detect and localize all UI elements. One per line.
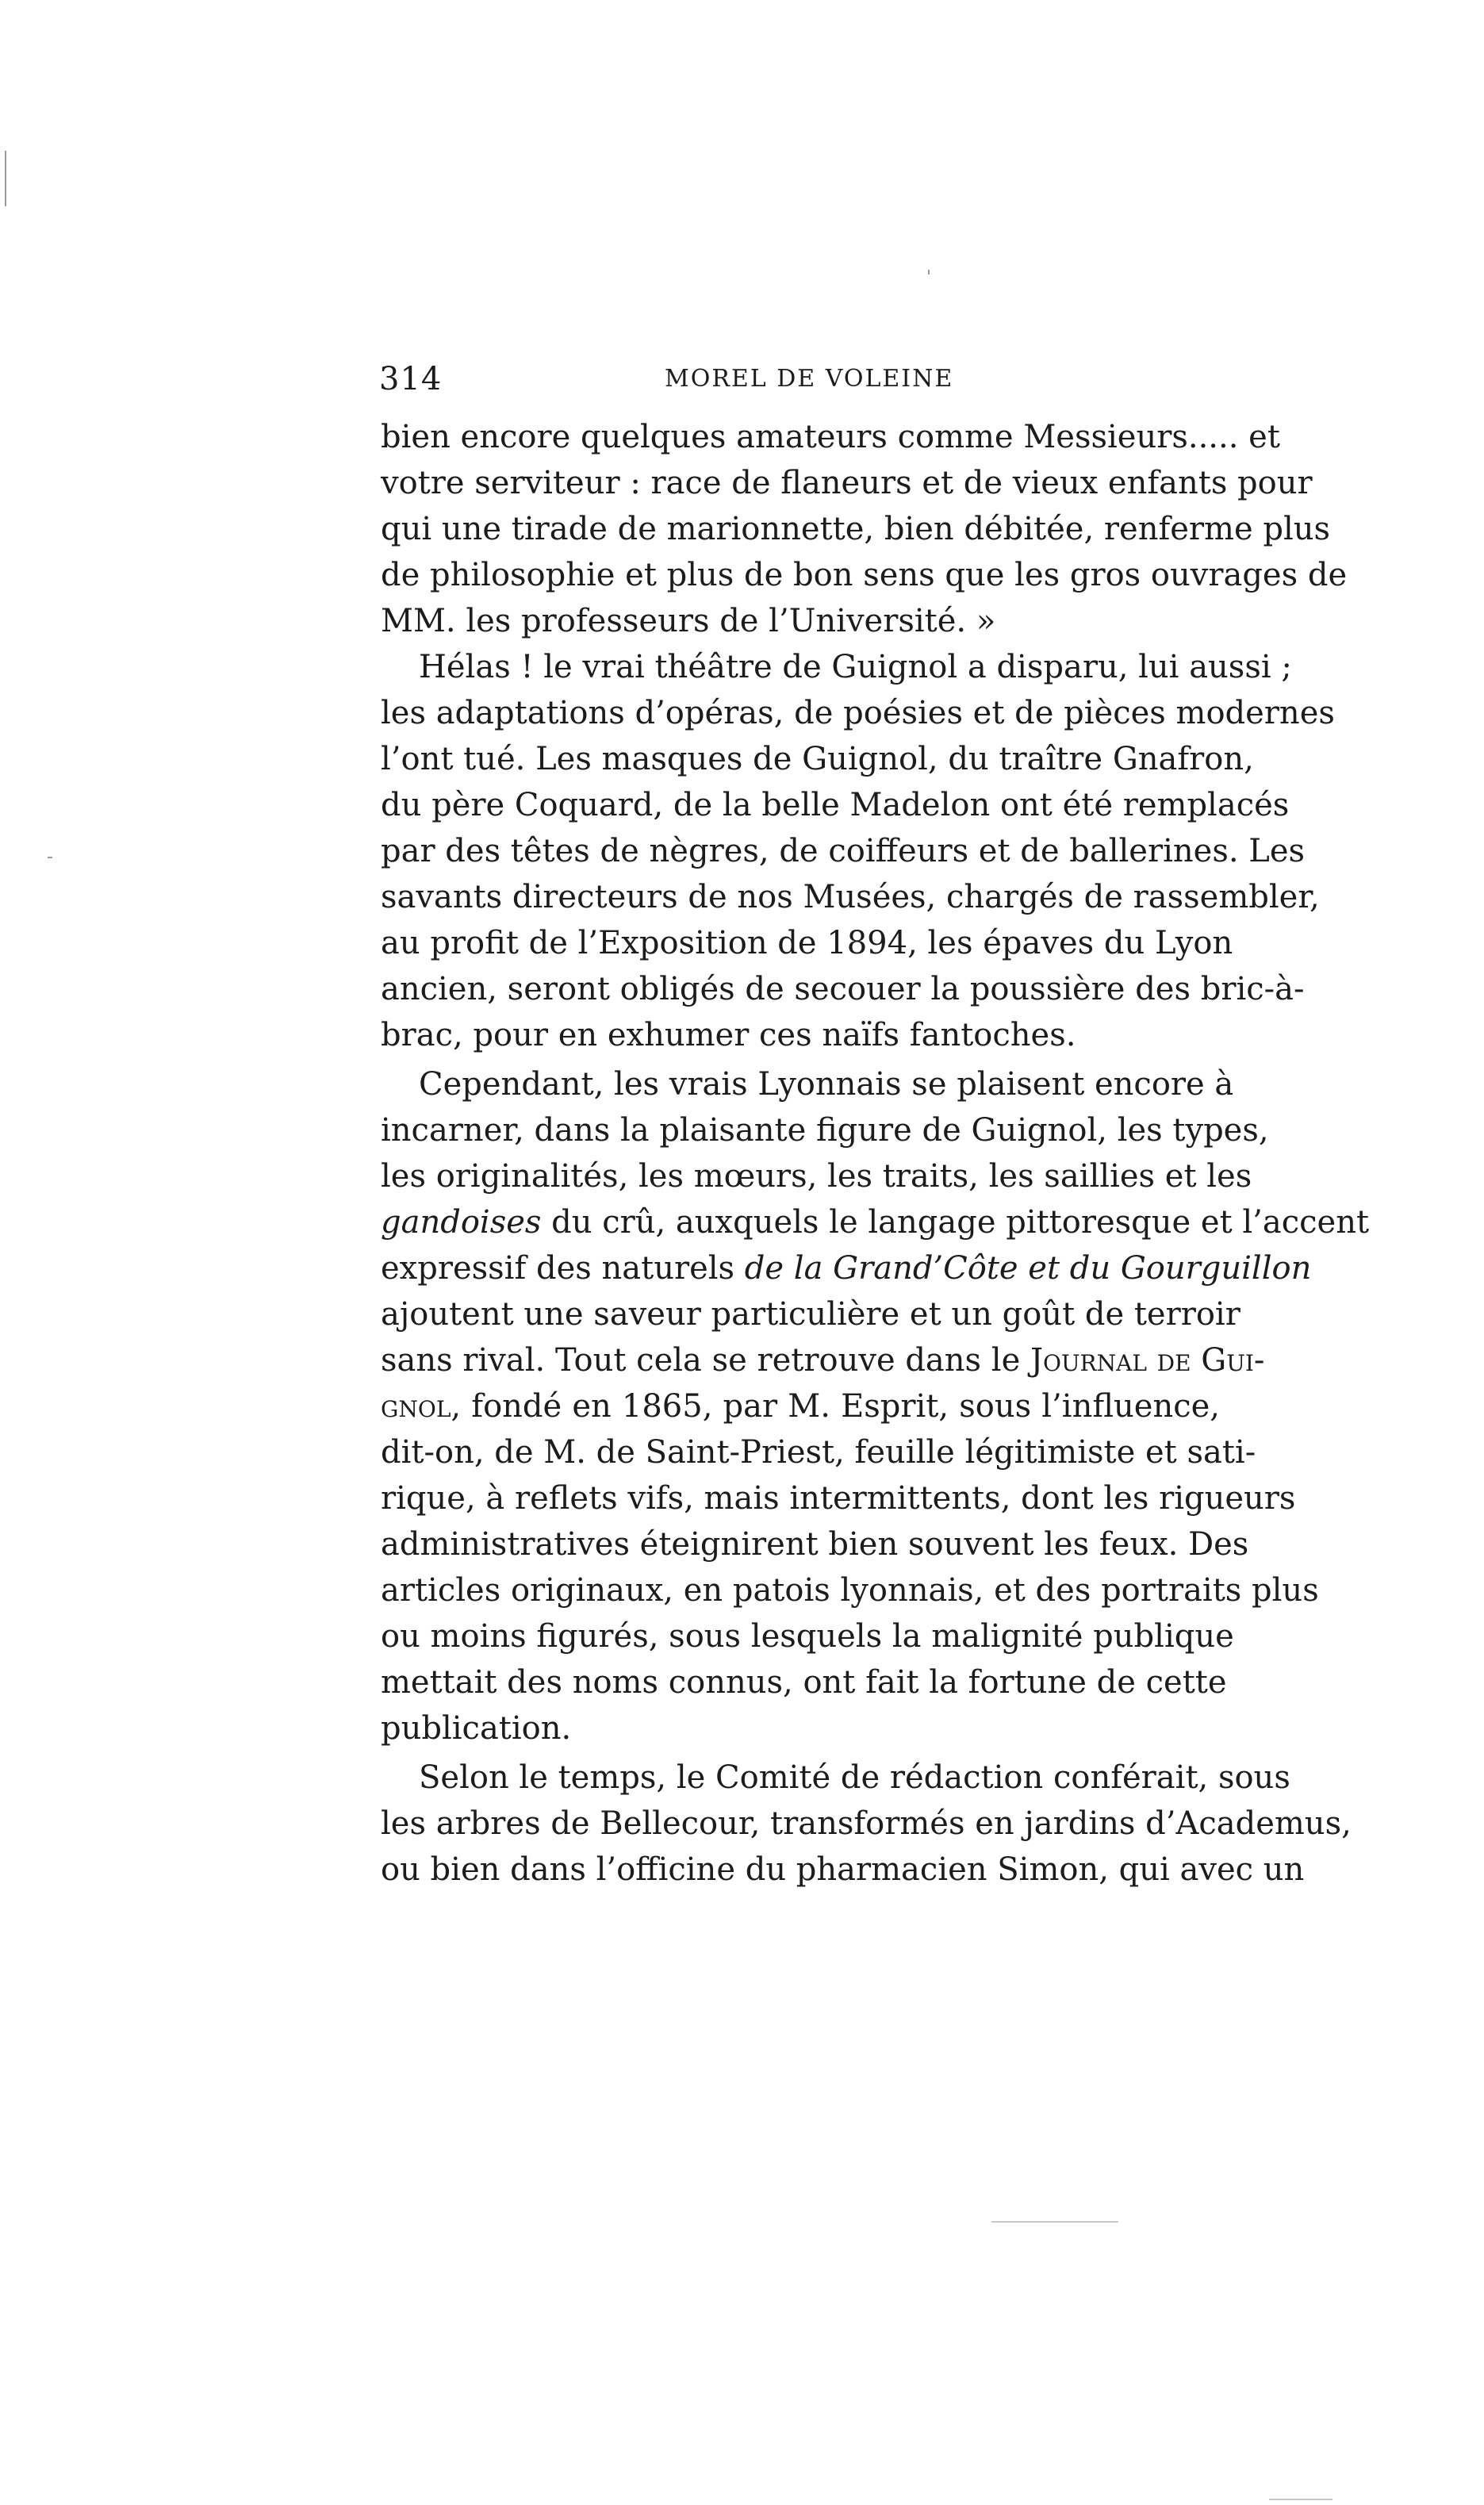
text-line: ancien, seront obligés de secouer la poussière des bric-à- xyxy=(381,971,1305,1007)
text-line: bien encore quelques amateurs comme Messieurs..... et xyxy=(381,419,1280,455)
text-line: incarner, dans la plaisante figure de Guignol, les types, xyxy=(381,1112,1269,1149)
scan-mark xyxy=(1269,2499,1333,2500)
text-line: articles originaux, en patois lyonnais, et des portraits plus xyxy=(381,1572,1319,1609)
page-number: 314 xyxy=(379,361,443,397)
paragraph-3 xyxy=(381,1061,1370,1751)
italic-term: gandoises xyxy=(381,1204,542,1241)
text-line: publication. xyxy=(381,1710,572,1747)
paragraph-1 xyxy=(381,414,1348,644)
running-title: MOREL DE VOLEINE xyxy=(665,365,954,393)
text-line: les arbres de Bellecour, transformés en jardins d’Academus, xyxy=(381,1805,1352,1842)
text-segment: , fondé en 1865, par M. Esprit, sous l’influence, xyxy=(451,1388,1220,1425)
text-line: rique, à reflets vifs, mais intermittents, dont les rigueurs xyxy=(381,1480,1296,1517)
text-line: administratives éteignirent bien souvent les feux. Des xyxy=(381,1526,1249,1563)
text-line: ajoutent une saveur particulière et un goût de terroir xyxy=(381,1296,1241,1333)
text-line: les adaptations d’opéras, de poésies et de pièces modernes xyxy=(381,695,1335,731)
scan-mark xyxy=(48,857,52,858)
text-line: ou moins figurés, sous lesquels la malignité publique xyxy=(381,1618,1234,1655)
text-line xyxy=(381,1199,1370,1245)
text-line: ou bien dans l’officine du pharmacien Simon, qui avec un xyxy=(381,1851,1305,1888)
text-line: Selon le temps, le Comité de rédaction conférait, sous xyxy=(419,1759,1290,1796)
journal-title: Journal de Gui- xyxy=(1030,1342,1265,1379)
text-line: Cependant, les vrais Lyonnais se plaisent encore à xyxy=(419,1066,1234,1103)
text-line: au profit de l’Exposition de 1894, les épaves du Lyon xyxy=(381,925,1233,961)
text-segment: du crû, auxquels le langage pittoresque et l’accent xyxy=(541,1204,1370,1241)
text-line: savants directeurs de nos Musées, chargés de rassembler, xyxy=(381,879,1320,915)
text-segment: expressif des naturels xyxy=(381,1250,745,1287)
text-line: Hélas ! le vrai théâtre de Guignol a disparu, lui aussi ; xyxy=(419,649,1292,685)
text-line: mettait des noms connus, ont fait la fortune de cette xyxy=(381,1664,1227,1701)
text-line: de philosophie et plus de bon sens que les gros ouvrages de xyxy=(381,557,1348,593)
scan-mark xyxy=(5,151,6,206)
text-line: votre serviteur : race de flaneurs et de vieux enfants pour xyxy=(381,465,1313,501)
text-line: les originalités, les mœurs, les traits, les saillies et les xyxy=(381,1158,1252,1195)
text-line: du père Coquard, de la belle Madelon ont été remplacés xyxy=(381,787,1290,823)
text-line xyxy=(381,1245,1312,1291)
journal-title-cont: gnol xyxy=(381,1388,451,1425)
text-segment: sans rival. Tout cela se retrouve dans le xyxy=(381,1342,1030,1379)
text-line: brac, pour en exhumer ces naïfs fantoches. xyxy=(381,1017,1076,1053)
scan-mark xyxy=(991,2221,1118,2223)
text-line xyxy=(381,1337,1265,1383)
paragraph-2 xyxy=(381,644,1335,1058)
italic-place-names: de la Grand’Côte et du Gourguillon xyxy=(744,1250,1312,1287)
running-head xyxy=(379,355,1218,403)
text-line: MM. les professeurs de l’Université. » xyxy=(381,603,996,639)
text-line: dit-on, de M. de Saint-Priest, feuille légitimiste et sati- xyxy=(381,1434,1256,1471)
text-line xyxy=(381,1383,1220,1429)
body-text xyxy=(381,414,1370,1893)
text-line: l’ont tué. Les masques de Guignol, du traître Gnafron, xyxy=(381,741,1254,777)
paragraph-4 xyxy=(381,1755,1352,1893)
scan-mark xyxy=(928,270,930,274)
text-line: qui une tirade de marionnette, bien débitée, renferme plus xyxy=(381,511,1331,547)
text-line: par des têtes de nègres, de coiffeurs et de ballerines. Les xyxy=(381,833,1306,869)
